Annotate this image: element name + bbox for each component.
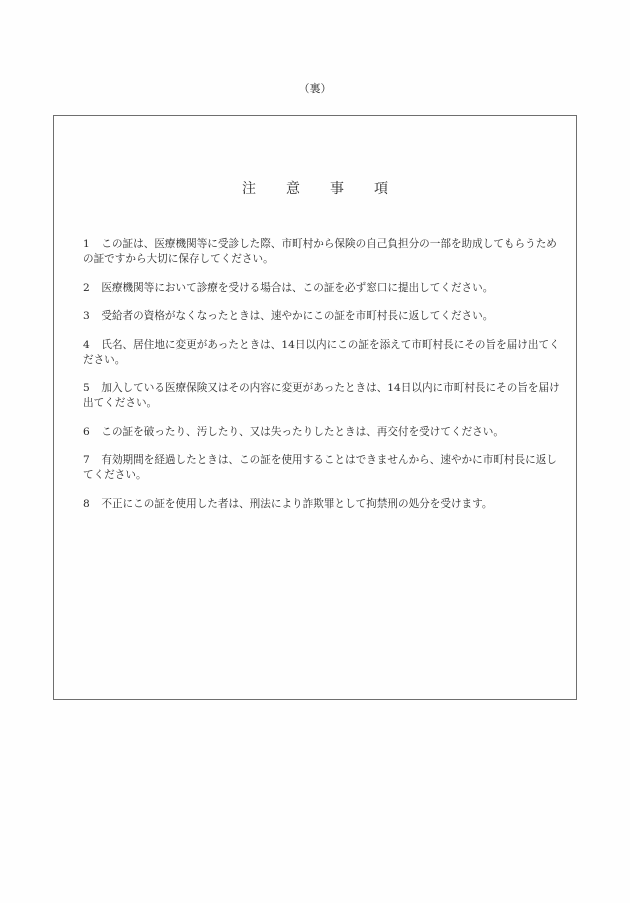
notice-title [54,178,576,198]
note-text: 不正にこの証を使用した者は、刑法により詐欺罪として拘禁刑の処分を受けます。 [101,497,493,510]
title-char: 事 [330,181,344,197]
notes-list [83,237,561,525]
note-number: 4 [83,338,90,351]
note-number: 2 [83,281,90,294]
note-item [83,381,561,411]
note-item [83,425,561,440]
notice-frame [53,115,577,700]
note-number: 3 [83,310,90,322]
title-char: 意 [286,181,300,197]
title-char: 注 [242,181,256,197]
title-char: 項 [374,181,388,197]
note-number: 1 [83,238,90,250]
note-item [83,309,561,324]
note-item [83,453,561,483]
note-text: この証を破ったり、汚したり、又は失ったりしたときは、再交付を受けてください。 [101,425,504,438]
note-text: 氏名、居住地に変更があったときは、14日以内にこの証を添えて市町村長にその旨を届け出てください。 [83,338,560,366]
note-item [83,497,561,512]
note-text: この証は、医療機関等に受診した際、市町村から保険の自己負担分の一部を助成してもらうための証ですから大切に保存してください。 [83,238,557,265]
note-number: 8 [83,497,90,510]
note-number: 5 [83,382,90,394]
note-text: 加入している医療保険又はその内容に変更があったときは、14日以内に市町村長にその旨を届け出てください。 [83,382,560,409]
note-item [83,237,561,267]
note-item [83,281,561,296]
note-text: 有効期間を経過したときは、この証を使用することはできませんから、速やかに市町村長に返してください。 [83,454,557,481]
page-side-label: （裏） [298,82,332,95]
note-number: 7 [83,454,90,466]
note-text: 医療機関等において診療を受ける場合は、この証を必ず窓口に提出してください。 [101,281,494,294]
note-item [83,338,561,368]
note-number: 6 [83,425,90,438]
note-text: 受給者の資格がなくなったときは、速やかにこの証を市町村長に返してください。 [101,310,494,322]
